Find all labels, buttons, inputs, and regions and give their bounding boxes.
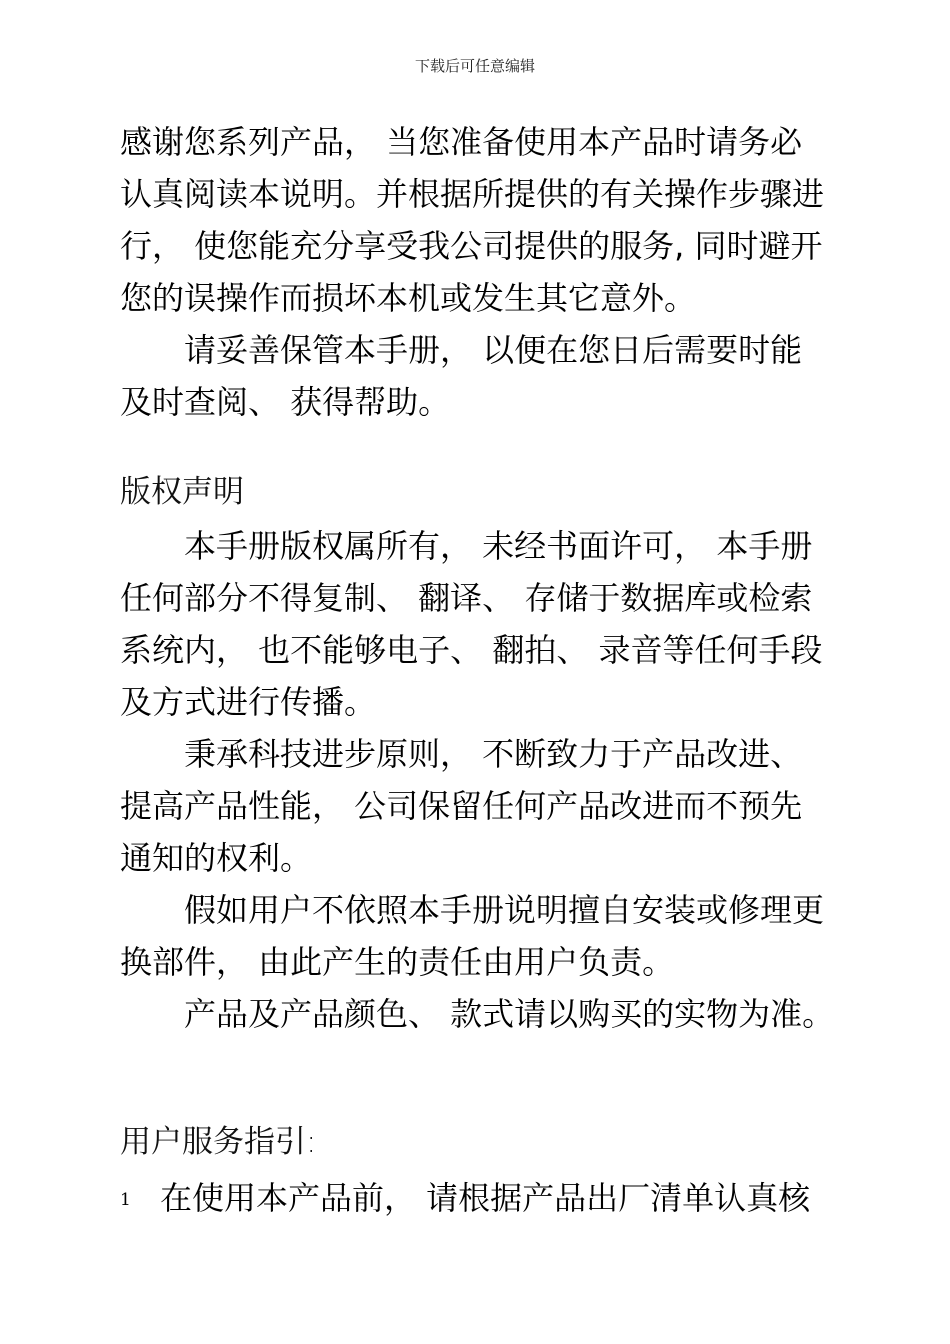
copyright-paragraph-2: 秉承科技进步原则， 不断致力于产品改进、提高产品性能， 公司保留任何产品改进而不预先通知的权利。: [120, 735, 803, 877]
list-item-text: 在使用本产品前， 请根据产品出厂清单认真核: [160, 1179, 811, 1217]
intro-paragraph-2: 请妥善保管本手册， 以便在您日后需要时能及时查阅、 获得帮助。: [120, 331, 803, 421]
copyright-paragraph-1: 本手册版权属所有， 未经书面许可， 本手册任何部分不得复制、 翻译、 存储于数据库或检索系统内， 也不能够电子、 翻拍、 录音等任何手段及方式进行传播。: [120, 527, 823, 721]
copyright-paragraph-3: 假如用户不依照本手册说明擅自安装或修理更换部件， 由此产生的责任由用户负责。: [120, 891, 825, 981]
copyright-paragraph-4: 产品及产品颜色、 款式请以购买的实物为准。: [184, 995, 835, 1033]
intro-paragraph-1: 感谢您系列产品， 当您准备使用本产品时请务必认真阅读本说明。并根据所提供的有关操作步骤进行， 使您能充分享受我公司提供的服务, 同时避开您的误操作而损坏本机或发生其它意外。: [120, 123, 825, 317]
list-item: [120, 1172, 832, 1226]
service-heading: 用户服务指引:: [120, 1124, 317, 1160]
copyright-section: [120, 520, 835, 1040]
list-item-number: 1: [120, 1190, 131, 1210]
copyright-heading: 版权声明: [120, 474, 244, 510]
intro-section: [120, 116, 832, 428]
page-header: 下载后可任意编辑: [414, 57, 535, 75]
